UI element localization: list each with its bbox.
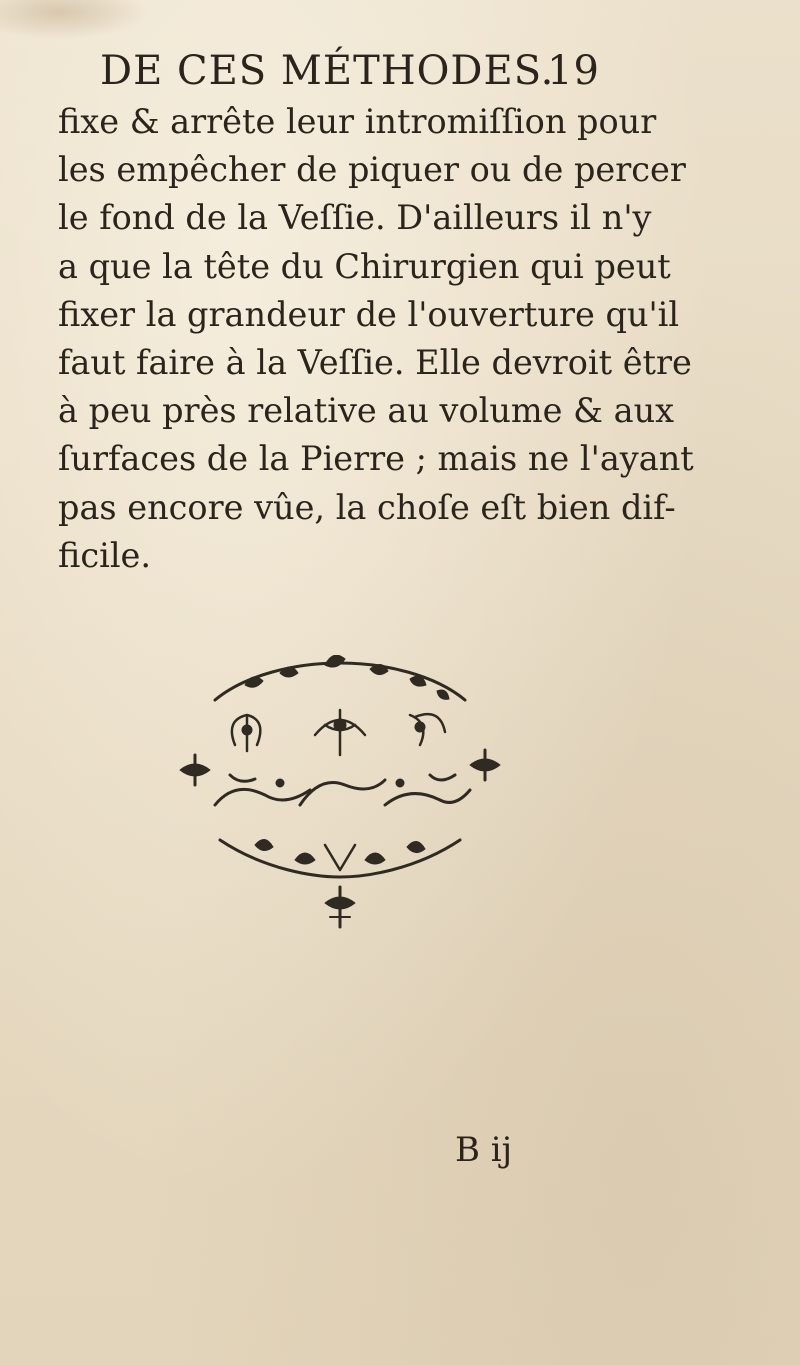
text-line: à peu près relative au volume & aux [58,391,675,431]
body-paragraph [58,98,694,580]
text-line: le fond de la Veſſie. D'ailleurs il n'y [58,198,652,238]
page-number: 19 [547,48,600,94]
page-header [100,46,600,96]
text-line: ſurfaces de la Pierre ; mais ne l'ayant [58,439,694,479]
text-line: pas encore vûe, la choſe eſt bien dif- [58,487,676,527]
text-line: ficile. [58,535,152,575]
signature-mark: B ij [455,1130,513,1170]
running-title: DE CES MÉTHODES. [100,48,555,94]
paper-stain [0,0,150,40]
fleuron-ornament-icon [175,655,505,935]
text-line: fixer la grandeur de l'ouverture qu'il [58,294,680,334]
text-line: les empêcher de piquer ou de percer [58,150,686,190]
text-line: faut faire à la Veſſie. Elle devroit être [58,342,692,382]
text-line: fixe & arrête leur intromiſſion pour [58,102,657,141]
text-line: a que la tête du Chirurgien qui peut [58,246,671,286]
